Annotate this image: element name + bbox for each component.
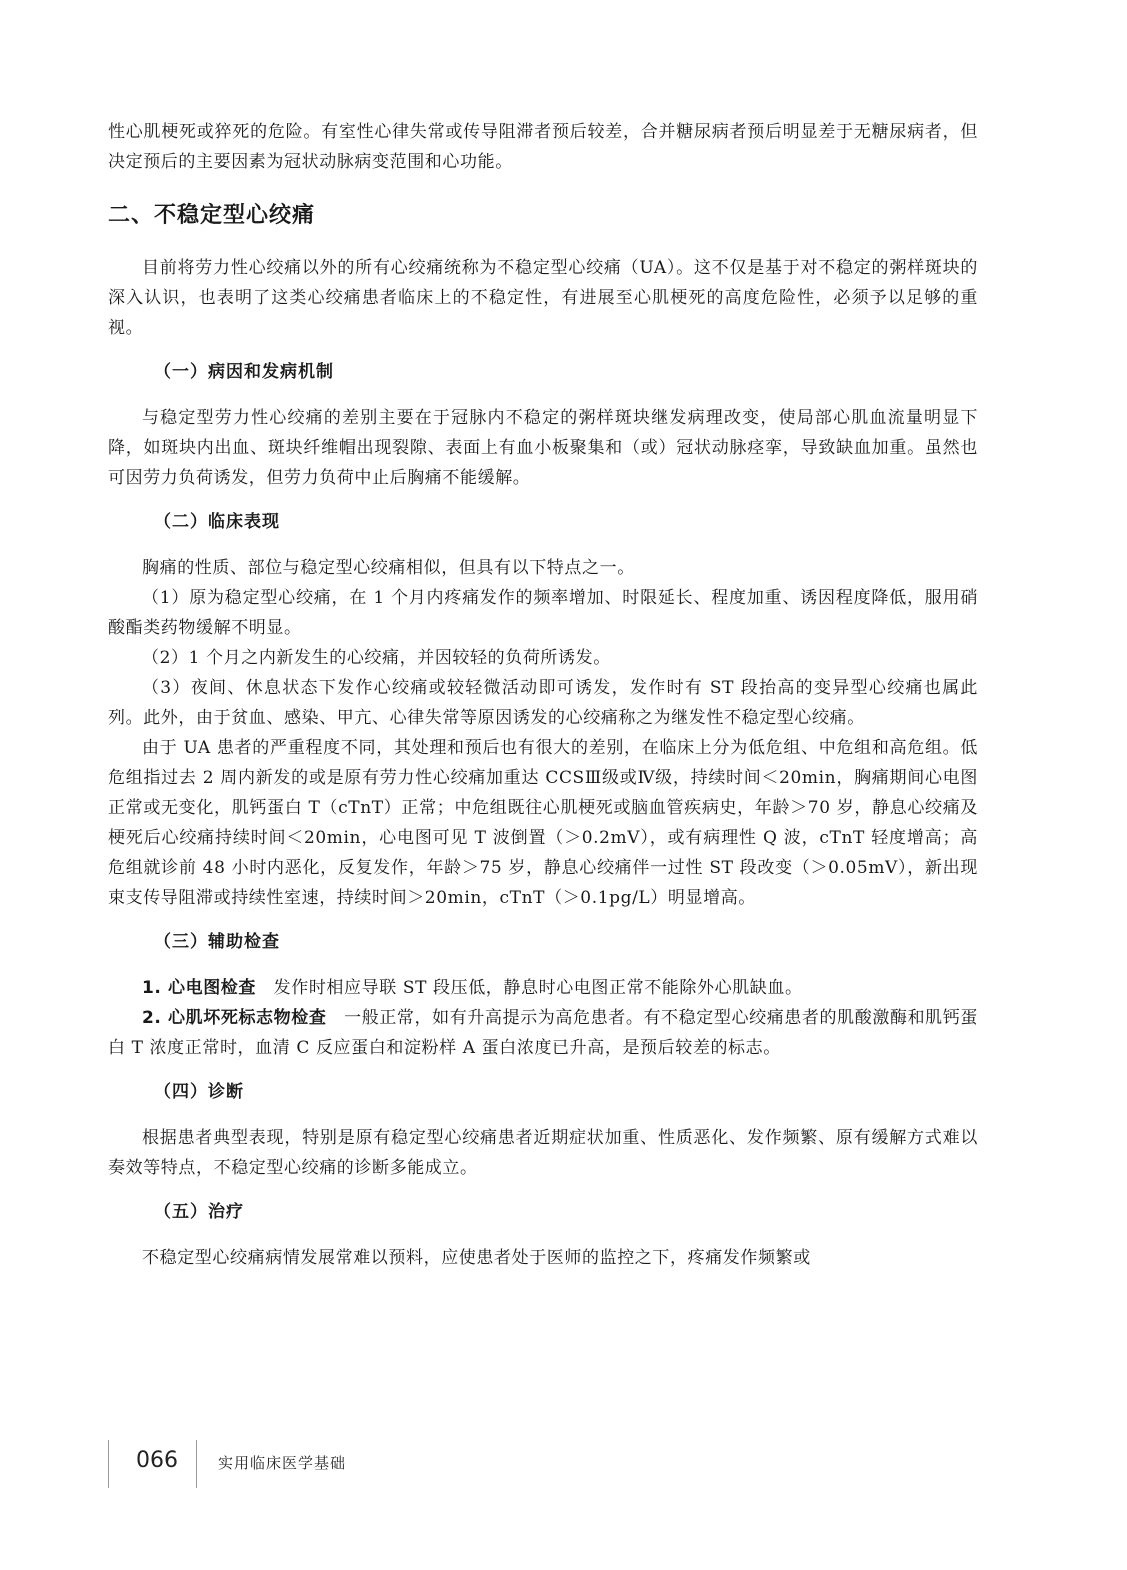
paragraph-definition: 目前将劳力性心绞痛以外的所有心绞痛统称为不稳定型心绞痛（UA）。这不仅是基于对不稳定的粥样斑块的深入认识，也表明了这类心绞痛患者临床上的不稳定性，有进展至心肌梗死的高度危险性，必须予以足够的重视。 — [108, 258, 978, 338]
paragraph-clinical-item-1: （1）原为稳定型心绞痛，在 1 个月内疼痛发作的频率增加、时限延长、程度加重、诱因程度降低，服用硝酸酯类药物缓解不明显。 — [108, 588, 978, 638]
page-number: 066 — [136, 1448, 178, 1473]
paragraph-clinical-intro: 胸痛的性质、部位与稳定型心绞痛相似，但具有以下特点之一。 — [142, 558, 635, 578]
paragraph-treatment: 不稳定型心绞痛病情发展常难以预料，应使患者处于医师的监控之下，疼痛发作频繁或 — [142, 1248, 811, 1268]
markers-lead: 2. 心肌坏死标志物检查 — [142, 1008, 327, 1028]
page-footer — [108, 1440, 508, 1488]
markers-text: 一般正常，如有升高提示为高危患者。有不稳定型心绞痛患者的肌酸激酶和肌钙蛋白 T 浓度正常时，血清 C 反应蛋白和淀粉样 A 蛋白浓度已升高，是预后较差的标志。 — [108, 1008, 979, 1058]
heading-treatment: （五）治疗 — [154, 1202, 244, 1222]
heading-etiology: （一）病因和发病机制 — [154, 362, 334, 382]
ecg-lead: 1. 心电图检查 — [142, 978, 257, 998]
heading-diagnosis: （四）诊断 — [154, 1082, 244, 1102]
paragraph-ecg — [108, 973, 978, 1003]
paragraph-risk-groups: 由于 UA 患者的严重程度不同，其处理和预后也有很大的差别，在临床上分为低危组、中危组和高危组。低危组指过去 2 周内新发的或是原有劳力性心绞痛加重达 CCSⅢ级或Ⅳ级，持续时间＜20min，胸痛期间心电图正常或无变化，肌钙蛋白 T（cTnT）正常；中危组既往心肌梗死或脑血管疾病史，年龄＞70 岁，静息心绞痛及梗死后心绞痛持续时间＜20min，心电图可见 T 波倒置（＞0.2mV），或有病理性 Q 波，cTnT 轻度增高；高危组就诊前 48 小时内恶化，反复发作，年龄＞75 岁，静息心绞痛伴一过性 ST 段改变（＞0.05mV），新出现束支传导阻滞或持续性室速，持续时间＞20min，cTnT（＞0.1pg/L）明显增高。 — [108, 738, 978, 908]
paragraph-prognosis: 性心肌梗死或猝死的危险。有室性心律失常或传导阻滞者预后较差，合并糖尿病者预后明显差于无糖尿病者，但决定预后的主要因素为冠状动脉病变范围和心功能。 — [108, 122, 978, 172]
paragraph-markers — [108, 1003, 978, 1063]
heading-clinical: （二）临床表现 — [154, 512, 280, 532]
ecg-text: 发作时相应导联 ST 段压低，静息时心电图正常不能除外心肌缺血。 — [256, 978, 803, 998]
heading-auxiliary: （三）辅助检查 — [154, 932, 280, 952]
paragraph-etiology: 与稳定型劳力性心绞痛的差别主要在于冠脉内不稳定的粥样斑块继发病理改变，使局部心肌血流量明显下降，如斑块内出血、斑块纤维帽出现裂隙、表面上有血小板聚集和（或）冠状动脉痉挛，导致缺血加重。虽然也可因劳力负荷诱发，但劳力负荷中止后胸痛不能缓解。 — [108, 408, 978, 488]
book-title: 实用临床医学基础 — [218, 1454, 347, 1472]
paragraph-clinical-item-3: （3）夜间、休息状态下发作心绞痛或较轻微活动即可诱发，发作时有 ST 段抬高的变异型心绞痛也属此列。此外，由于贫血、感染、甲亢、心律失常等原因诱发的心绞痛称之为继发性不稳定型心绞痛。 — [108, 678, 978, 728]
footer-divider — [196, 1440, 197, 1488]
paragraph-clinical-item-2: （2）1 个月之内新发生的心绞痛，并因较轻的负荷所诱发。 — [142, 648, 611, 668]
paragraph-diagnosis: 根据患者典型表现，特别是原有稳定型心绞痛患者近期症状加重、性质恶化、发作频繁、原有缓解方式难以奏效等特点，不稳定型心绞痛的诊断多能成立。 — [108, 1128, 978, 1178]
footer-divider-left — [108, 1440, 109, 1488]
section-title: 二、不稳定型心绞痛 — [108, 203, 316, 228]
page-body — [108, 117, 978, 1273]
